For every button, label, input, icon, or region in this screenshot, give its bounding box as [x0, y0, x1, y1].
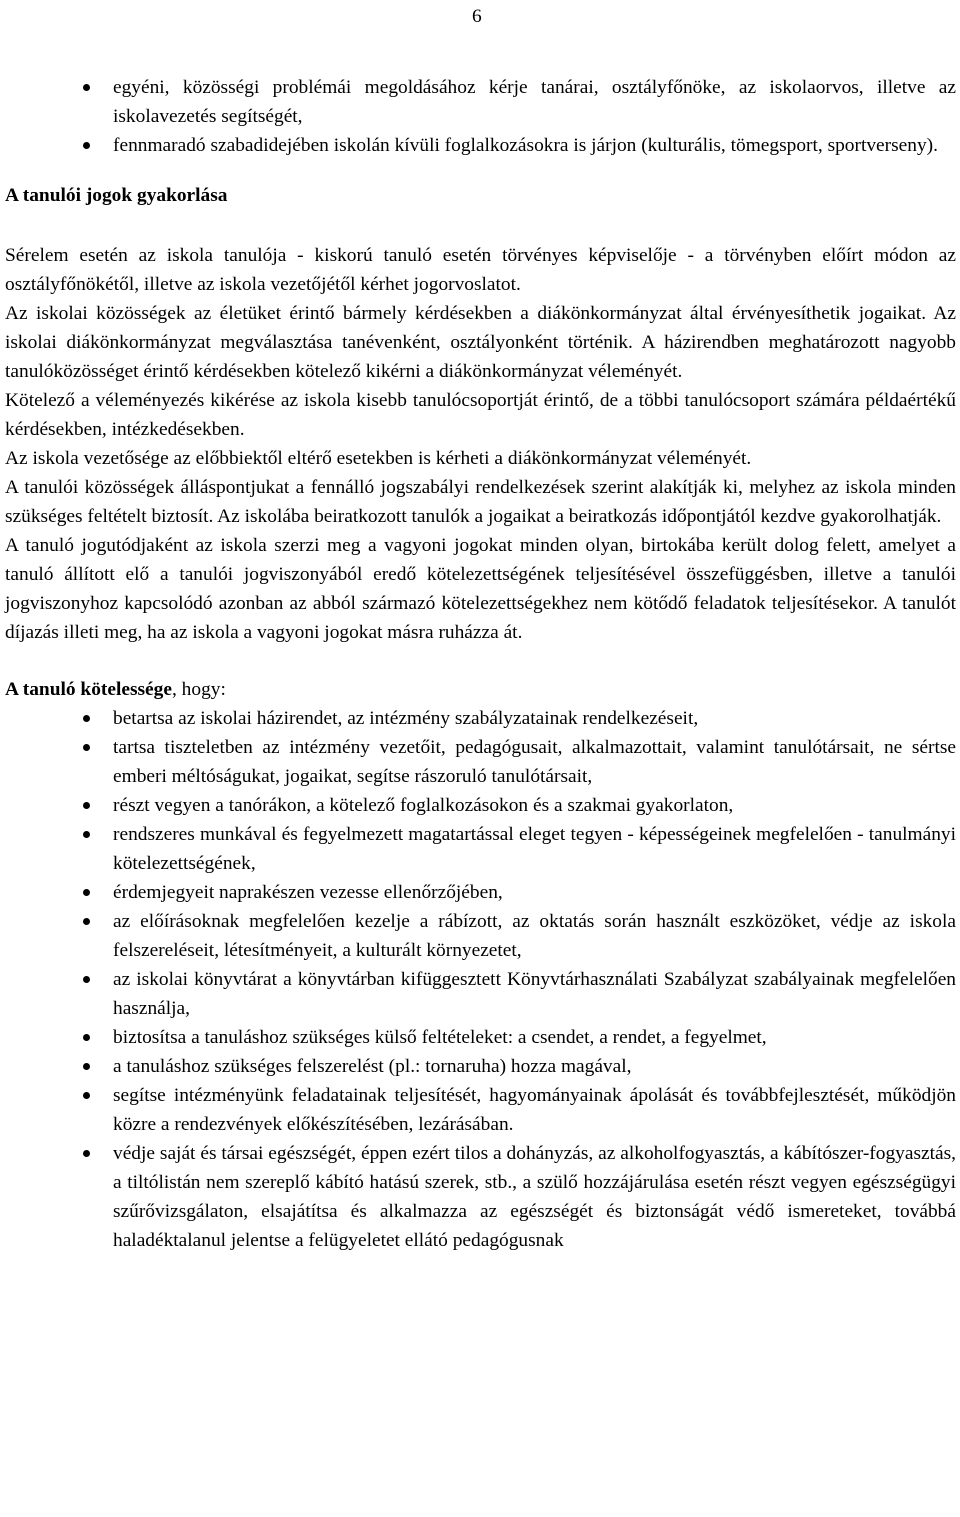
list-item: [5, 1052, 956, 1081]
list-item: [5, 704, 956, 733]
heading-bold-part: A tanuló kötelessége: [5, 679, 172, 700]
list-item-text: biztosítsa a tanuláshoz szükséges külső feltételeket: a csendet, a rendet, a fegyelmet,: [113, 1027, 767, 1048]
duties-bullet-list: [5, 704, 956, 1255]
page-number: 6: [472, 6, 482, 27]
bullet-icon: [83, 1063, 90, 1070]
bullet-icon: [83, 976, 90, 983]
section-heading-student-rights: A tanulói jogok gyakorlása: [5, 185, 228, 206]
bullet-icon: [83, 744, 90, 751]
list-item: [5, 73, 956, 131]
list-item: [5, 1081, 956, 1139]
page-content: [5, 73, 956, 1255]
list-item: [5, 1023, 956, 1052]
list-item-text: segítse intézményünk feladatainak teljesítését, hagyományainak ápolását és továbbfejlesztését, működjön közre a rendezvények előkészítésében, lezárásában.: [113, 1085, 956, 1135]
list-item-text: egyéni, közösségi problémái megoldásához kérje tanárai, osztályfőnöke, az iskolaorvos, illetve az iskolavezetés segítségét,: [113, 77, 956, 127]
list-item: [5, 131, 956, 160]
paragraph: Az iskolai közösségek az életüket érintő bármely kérdésekben a diákönkormányzat által érvényesíthetik jogaikat. Az iskolai diákönkormányzat megválasztása tanévenként, osztályonként történik. A házirendben meghatározott nagyobb tanulóközösséget érintő kérdésekben kötelező kikérni a diákönkormányzat véleményét.: [5, 303, 956, 382]
top-bullet-list: [5, 73, 956, 160]
list-item: [5, 907, 956, 965]
paragraph: A tanuló jogutódjaként az iskola szerzi meg a vagyoni jogokat minden olyan, birtokába került dolog felett, amelyet a tanuló állított elő a tanulói jogviszonyából eredő kötelezettségének teljesítésével összefüggésben, illetve a tanulói jogviszonyhoz kapcsolódó azonban az abból származó kötelezettségekhez nem kötődő feladatok teljesítésekor. A tanulót díjazás illeti meg, ha az iskola a vagyoni jogokat másra ruházza át.: [5, 535, 956, 643]
section-heading-student-duties: [5, 675, 956, 704]
bullet-icon: [83, 84, 90, 91]
list-item-text: rendszeres munkával és fegyelmezett magatartással eleget tegyen - képességeinek megfelelően - tanulmányi kötelezettségének,: [113, 824, 956, 874]
heading-rest-part: , hogy:: [171, 679, 226, 700]
list-item: [5, 820, 956, 878]
bullet-icon: [83, 1034, 90, 1041]
paragraph: Sérelem esetén az iskola tanulója - kiskorú tanuló esetén törvényes képviselője - a törvényben előírt módon az osztályfőnökétől, illetve az iskola vezetőjétől kérhet jogorvoslatot.: [5, 245, 956, 295]
list-item-text: védje saját és társai egészségét, éppen ezért tilos a dohányzás, az alkoholfogyasztás, a kábítószer-fogyasztás, a tiltólistán nem szereplő kábító hatású szerek, stb., a szülő hozzájárulása esetén részt vegyen egészségügyi szűrővizsgálaton, elsajátítsa és alkalmazza az egészségét és biztonságát védő ismereteket, továbbá haladéktalanul jelentse a felügyeletet ellátó pedagógusnak: [113, 1143, 956, 1251]
list-item: [5, 878, 956, 907]
paragraph: Kötelező a véleményezés kikérése az iskola kisebb tanulócsoportját érintő, de a többi tanulócsoport számára példaértékű kérdésekben, intézkedésekben.: [5, 390, 956, 440]
list-item-text: betartsa az iskolai házirendet, az intézmény szabályzatainak rendelkezéseit,: [113, 708, 699, 729]
paragraph: Az iskola vezetősége az előbbiektől eltérő esetekben is kérheti a diákönkormányzat véleményét.: [5, 448, 752, 469]
bullet-icon: [83, 831, 90, 838]
bullet-icon: [83, 715, 90, 722]
list-item-text: fennmaradó szabadidejében iskolán kívüli foglalkozásokra is járjon (kulturális, tömegsport, sportverseny).: [113, 135, 938, 156]
list-item-text: a tanuláshoz szükséges felszerelést (pl.: tornaruha) hozza magával,: [113, 1056, 632, 1077]
list-item: [5, 965, 956, 1023]
bullet-icon: [83, 802, 90, 809]
bullet-icon: [83, 918, 90, 925]
bullet-icon: [83, 142, 90, 149]
bullet-icon: [83, 889, 90, 896]
list-item-text: az iskolai könyvtárat a könyvtárban kifüggesztett Könyvtárhasználati Szabályzat szabályainak megfelelően használja,: [113, 969, 956, 1019]
list-item: [5, 791, 956, 820]
bullet-icon: [83, 1092, 90, 1099]
list-item-text: az előírásoknak megfelelően kezelje a rábízott, az oktatás során használt eszközöket, védje az iskola felszereléseit, létesítményeit, a kulturált környezetet,: [113, 911, 956, 961]
list-item-text: érdemjegyeit naprakészen vezesse ellenőrzőjében,: [113, 882, 503, 903]
list-item: [5, 733, 956, 791]
list-item-text: tartsa tiszteletben az intézmény vezetőit, pedagógusait, alkalmazottait, valamint tanulótársait, ne sértse emberi méltóságukat, jogaikat, segítse rászoruló tanulótársait,: [113, 737, 956, 787]
paragraph: A tanulói közösségek álláspontjukat a fennálló jogszabályi rendelkezések szerint alakítják ki, melyhez az iskola minden szükséges feltételt biztosít. Az iskolába beiratkozott tanulók a jogaikat a beiratkozás időpontjától kezdve gyakorolhatják.: [5, 477, 956, 527]
list-item-text: részt vegyen a tanórákon, a kötelező foglalkozásokon és a szakmai gyakorlaton,: [113, 795, 734, 816]
list-item: [5, 1139, 956, 1255]
bullet-icon: [83, 1150, 90, 1157]
